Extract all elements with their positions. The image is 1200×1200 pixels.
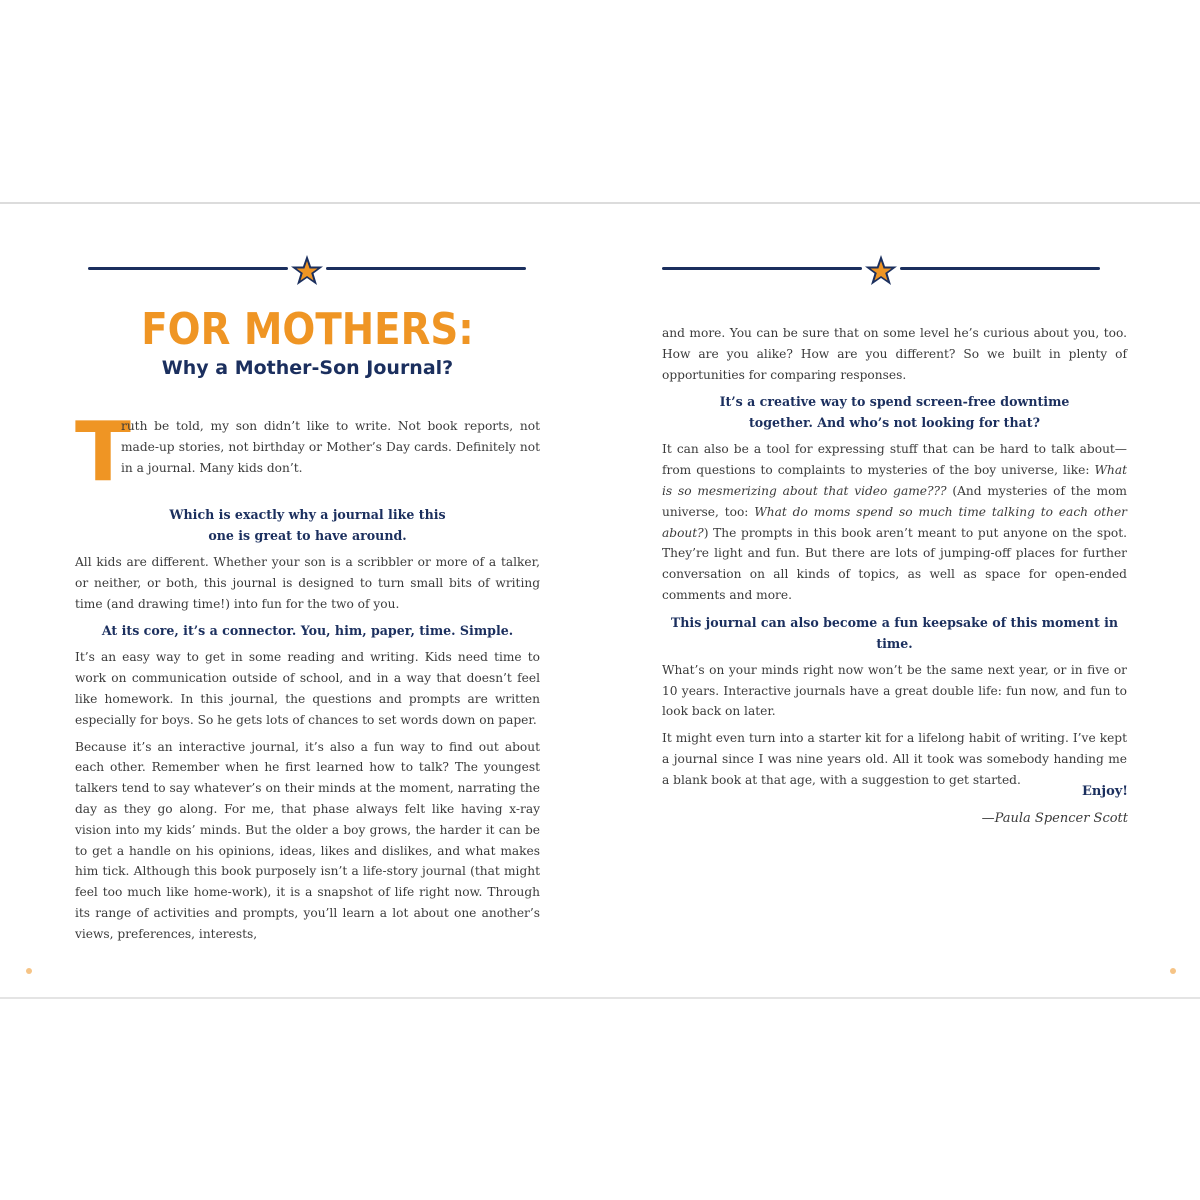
divider-rule-left [88,267,288,270]
paragraph: All kids are different. Whether your son is a scribbler or more of a talker, or neither, or both, this journal is designed to turn small bits of writing time (and drawing time!) into fun for the two of you. [75,555,540,611]
divider-rule-right [326,267,526,270]
left-body [75,504,540,951]
star-icon [864,254,898,288]
paragraph: It’s an easy way to get in some reading and writing. Kids need time to work on communication outside of school, and in a way that doesn’t feel like homework. In this journal, the questions and prompts are written especially for boys. So he gets lots of chances to set words down on paper. [75,650,540,727]
paragraph [662,439,1127,605]
paragraph-text: ) The prompts in this book aren’t meant to put anyone on the spot. They’re light and fun. But there are lots of jumping-off places for further conversation on all kinds of topics, as well as space for open-ended comments and more. [662,525,1127,602]
star-icon [290,254,324,288]
left-page [0,204,600,999]
callout: This journal can also become a fun keepsake of this moment in time. [670,614,1119,651]
callout: It’s a creative way to spend screen-free downtime together. And who’s not looking for that? [719,394,1070,431]
sign-off [982,784,1128,826]
paragraph: It might even turn into a starter kit for a lifelong habit of writing. I’ve kept a journal since I was nine years old. All it took was somebody handing me a blank book at that age, with a suggestion to get started. [662,731,1127,787]
page-number-marker [1170,968,1176,974]
book-spread [0,202,1200,999]
paragraph: What’s on your minds right now won’t be the same next year, or in five or 10 years. Interactive journals have a great double life: fun now, and fun to look back on later. [662,662,1127,719]
author-signature: —Paula Spencer Scott [981,811,1128,826]
intro-text: ruth be told, my son didn’t like to write. Not book reports, not made-up stories, not birthday or Mother’s Day cards. Definitely not in a journal. Many kids don’t. [121,419,540,475]
paragraph: and more. You can be sure that on some level he’s curious about you, too. How are you alike? How are you different? So we built in plenty of opportunities for comparing responses. [662,326,1127,382]
page-number-marker [26,968,32,974]
divider-rule-right [900,267,1100,270]
page-title: FOR MOTHERS: [141,304,474,355]
paragraph-text: It can also be a tool for expressing stuff that can be hard to talk about—from questions to complaints to mysteries of the boy universe, like: [662,442,1127,478]
drop-cap: T [75,405,131,500]
divider-rule-left [662,267,862,270]
intro-paragraph [75,405,540,500]
enjoy-text: Enjoy! [1082,784,1128,799]
right-page [600,204,1200,999]
paragraph-text: (And mysteries of the mom universe, too: [662,483,1127,519]
page-subtitle: Why a Mother-Son Journal? [161,357,454,379]
paragraph: Because it’s an interactive journal, it’s also a fun way to find out about each other. Remember when he first learned how to talk? The youngest talkers tend to say whatever’s on their minds at the moment, narrating the day as they go along. For me, that phase always felt like having x-ray vision into my kids’ minds. But the older a boy grows, the harder it can be to get a handle on his opinions, ideas, likes and dislikes, and what makes him tick. Although this book purposely isn’t a life-story journal (that might feel too much like home-work), it is a snapshot of life right now. Through its range of activities and prompts, you’ll learn a lot about one another’s views, preferences, interests, [75,739,540,941]
callout: At its core, it’s a connector. You, him, paper, time. Simple. [101,623,514,639]
star-divider [662,254,1102,284]
italic-question: What do moms spend so much time talking to each other about? [662,504,1127,540]
callout: Which is exactly why a journal like this one is great to have around. [169,507,446,543]
italic-question: What is so mesmerizing about that video game??? [662,463,1127,498]
star-divider [88,254,528,284]
right-body [662,323,1127,797]
